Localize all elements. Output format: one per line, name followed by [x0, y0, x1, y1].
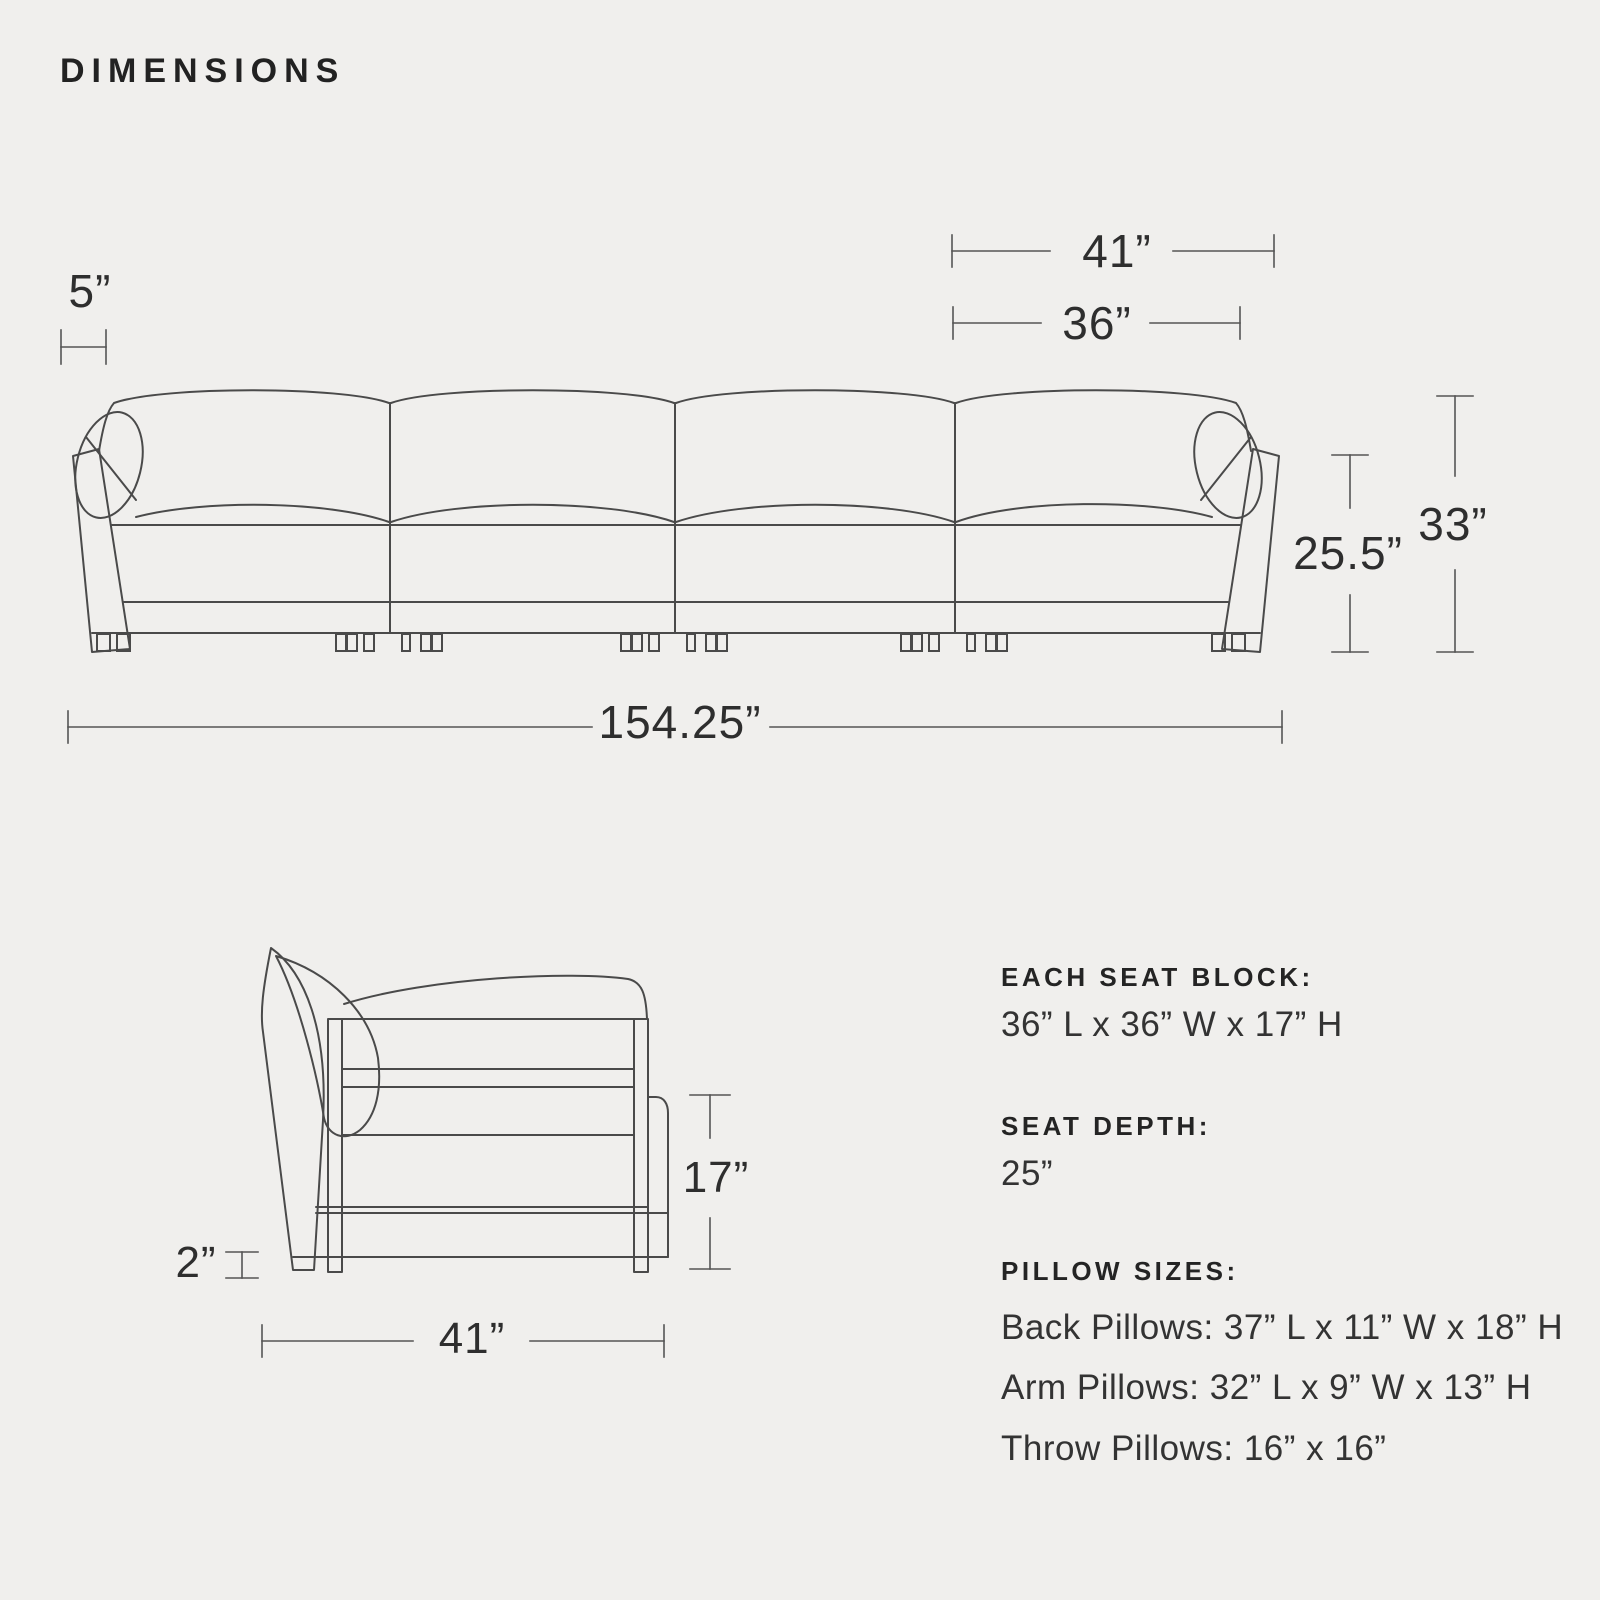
spec-heading-pillow-sizes: PILLOW SIZES: — [1001, 1256, 1239, 1286]
dim-label-total-height: 33” — [1418, 498, 1488, 550]
front-elevation-legs — [97, 634, 1245, 651]
spec-heading-seat-depth: SEAT DEPTH: — [1001, 1111, 1211, 1141]
spec-value-back-pillows: Back Pillows: 37” L x 11” W x 18” H — [1001, 1308, 1564, 1347]
dim-label-leg-height: 2” — [175, 1238, 217, 1287]
dim-label-depth-41: 41” — [1082, 225, 1152, 277]
spec-value-seat-block: 36” L x 36” W x 17” H — [1001, 1005, 1343, 1044]
dim-label-total-length: 154.25” — [598, 696, 762, 748]
spec-value-throw-pillows: Throw Pillows: 16” x 16” — [1001, 1429, 1387, 1468]
dim-label-side-depth: 41” — [438, 1314, 506, 1363]
dim-label-arm-width: 5” — [68, 265, 112, 317]
dim-label-back-height: 25.5” — [1293, 527, 1403, 579]
dimension-lines — [61, 235, 1473, 1357]
side-elevation-drawing — [262, 948, 668, 1272]
spec-value-arm-pillows: Arm Pillows: 32” L x 9” W x 13” H — [1001, 1368, 1532, 1407]
dim-label-module-36: 36” — [1062, 297, 1132, 349]
spec-heading-seat-block: EACH SEAT BLOCK: — [1001, 962, 1314, 992]
dim-label-seat-height: 17” — [682, 1153, 750, 1202]
spec-value-seat-depth: 25” — [1001, 1154, 1054, 1193]
page-title: DIMENSIONS — [60, 52, 346, 90]
front-elevation-drawing — [65, 390, 1279, 652]
